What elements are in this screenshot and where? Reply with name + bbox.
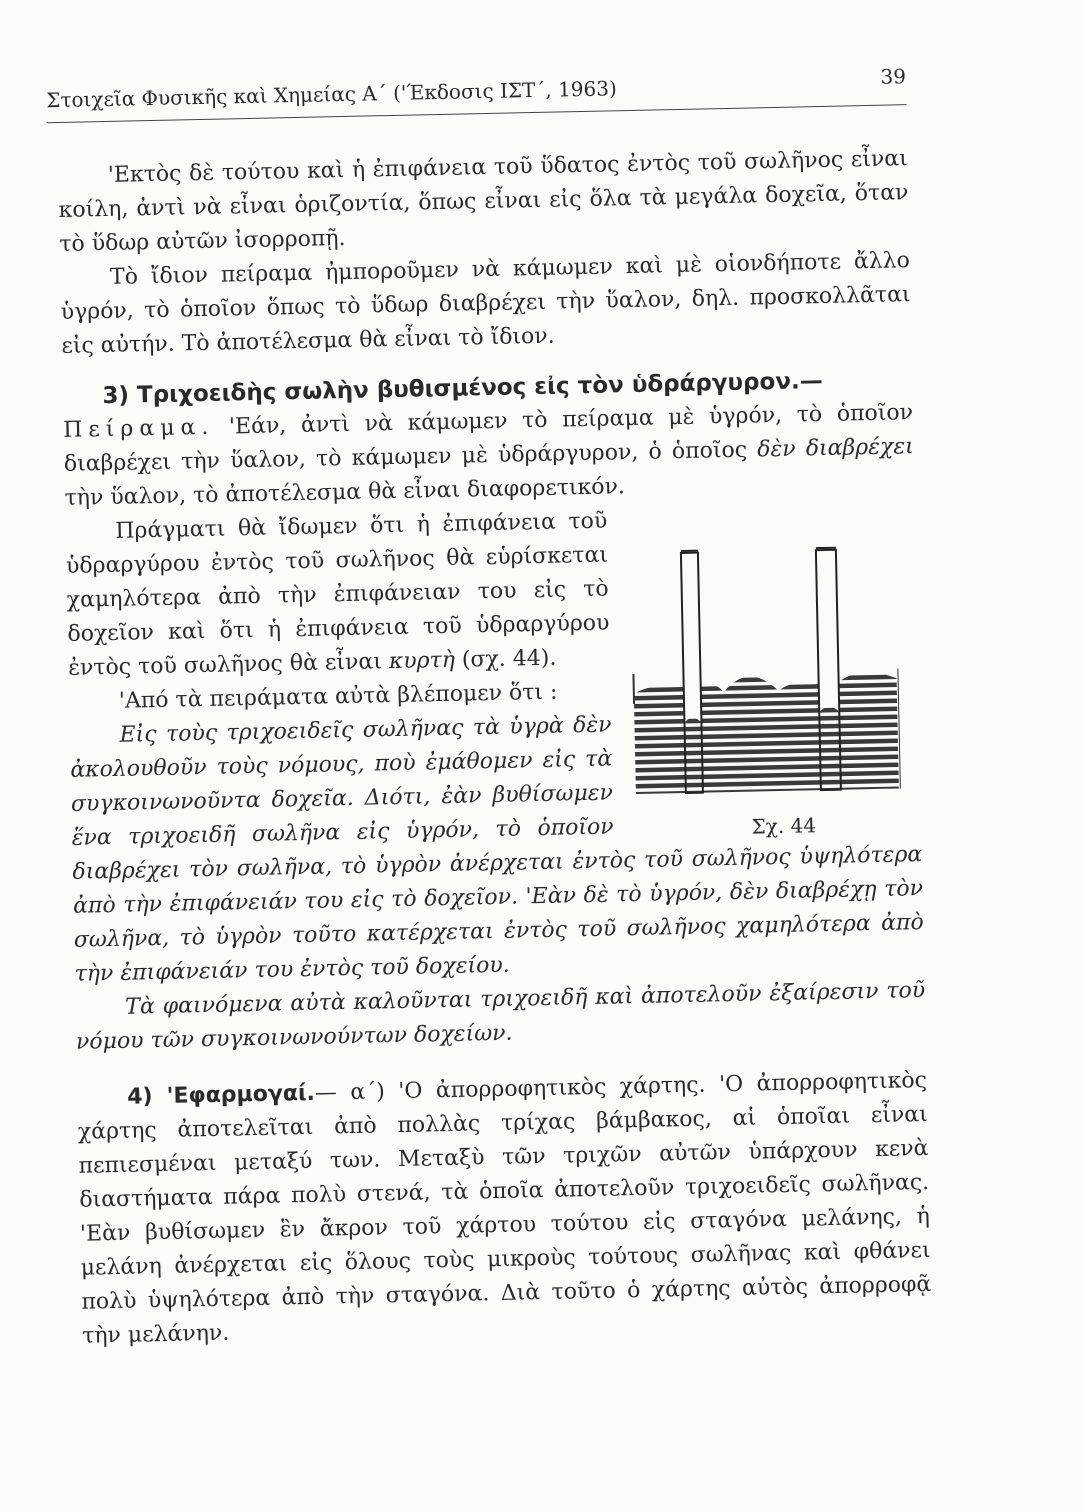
paragraph-same-experiment: Τὸ ἴδιον πείραμα ἠμποροῦμεν νὰ κάμωμεν καὶ μὲ οἱονδήποτε ἄλλο ὑγρόν, τὸ ὁποῖον ὅπως τὸ ὕδωρ διαβρέχει τὴν ὕαλον, δηλ. προσκολλᾶται εἰς αὐτήν. Τὸ ἀποτέλεσμα θὰ εἶναι τὸ ἴδιον.	[60, 248, 911, 359]
page-number: 39	[880, 64, 907, 89]
paragraph-capillary-rule: Εἰς τοὺς τριχοειδεῖς σωλῆνας τὰ ὑγρὰ δὲν ἀκολουθοῦν τοὺς νόμους, ποὺ ἐμάθομεν εἰς τὰ συγκοινωνοῦντα δοχεῖα. Διότι, ἐὰν βυθίσωμεν ἕνα τριχοειδῆ σωλῆνα εἰς ὑγρόν, τὸ ὁποῖον διαβρέχει τὸν σωλῆνα, τὸ ὑγρὸν ἀνέρχεται ἐντὸς τοῦ σωλῆνος ὑψηλότερα ἀπὸ τὴν ἐπιφάνειάν του εἰς τὸ δοχεῖον. 'Εὰν δὲ τὸ ὑγρόν, δὲν διαβρέχῃ τὸν σωλῆνα, τὸ ὑγρὸν τοῦτο κατέρχεται ἐντὸς τοῦ σωλῆνος χαμηλότερα ἀπὸ τὴν ἐπιφάνειάν του ἐντὸς τοῦ δοχείου.	[70, 712, 924, 987]
running-title: Στοιχεῖα Φυσικῆς καὶ Χημείας Α΄ ('Έκδοσις ΙΣΤ΄, 1963)	[46, 76, 618, 113]
mercury-capillary-diagram	[626, 539, 901, 805]
paragraph-mercury-surface: Πράγματι θὰ ἴδωμεν ὅτι ἡ ἐπιφάνεια τοῦ ὑδραργύρου ἐντὸς τοῦ σωλῆνος θὰ εὑρίσκεται χαμηλότερα ἀπὸ τὴν ἐπιφάνειαν του εἰς τὸ δοχεῖον καὶ ὅτι ἡ ἐπιφάνεια τοῦ ὑδραργύρου ἐντὸς τοῦ σωλῆνος θὰ εἶναι κυρτὴ (σχ. 44).	[65, 508, 610, 681]
section-4	[77, 1064, 933, 1354]
running-header	[46, 64, 907, 123]
experiment-label: Πείραμα.	[62, 414, 215, 443]
figure-44	[626, 538, 922, 844]
figure-caption: Σχ. 44	[751, 813, 817, 839]
section-3-title: 3) Τριχοειδὴς σωλὴν βυθισμένος εἰς τὸν ὑδράργυρον.—	[102, 368, 823, 410]
section-4-title: 4) 'Εφαρμογαί.	[126, 1080, 316, 1110]
section-4-text: — α΄) 'Ο ἀπορροφητικὸς χάρτης. 'Ο ἀπορροφητικὸς χάρτης ἀποτελεῖται ἀπὸ πολλὰς τρίχας βάμβακος, αἱ ὁποῖαι εἶναι πεπιεσμέναι μεταξύ των. Μεταξὺ τῶν τριχῶν αὐτῶν ὑπάρχουν κενὰ διαστήματα πάρα πολὺ στενά, τὰ ὁποῖα ἀποτελοῦν τριχοειδεῖς σωλῆνας. 'Εὰν βυθίσωμεν ἓν ἄκρον τοῦ χάρτου τούτου εἰς σταγόνα μελάνης, ἡ μελάνη ἀνέρχεται εἰς ὅλους τοὺς μικροὺς τούτους σωλῆνας καὶ φθάνει πολὺ ὑψηλότερα ἀπὸ τὴν σταγόνα. Διὰ τοῦτο ὁ χάρτης αὐτὸς ἀπορροφᾷ τὴν μελάνην.	[77, 1067, 932, 1349]
paragraph-concave-surface: 'Εκτὸς δὲ τούτου καὶ ἡ ἐπιφάνεια τοῦ ὕδατος ἐντὸς τοῦ σωλῆνος εἶναι κοίλη, ἀντὶ νὰ εἶναι ὁριζοντία, ὅπως εἶναι εἰς ὅλα τὰ μεγάλα δοχεῖα, ὅταν τὸ ὕδωρ αὐτῶν ἰσορροπῇ.	[58, 146, 909, 257]
section-3-experiment: Πείραμα. 'Εάν, ἀντὶ νὰ κάμωμεν τὸ πείραμα μὲ ὑγρόν, τὸ ὁποῖον διαβρέχει τὴν ὕαλον, τὸ κάμωμεν μὲ ὑδράργυρον, ὁ ὁποῖος δὲν διαβρέχει τὴν ὕαλον, τὸ ἀποτέλεσμα θὰ εἶναι διαφορετικόν.	[62, 400, 915, 511]
page-body	[58, 142, 933, 1354]
paragraph-exception: Τὰ φαινόμενα αὐτὰ καλοῦνται τριχοειδῆ καὶ ἀποτελοῦν ἐξαίρεσιν τοῦ νόμου τῶν συγκοινωνούντων δοχείων.	[75, 977, 926, 1055]
paragraph-lead: 'Από τὰ πειράματα αὐτὰ βλέπομεν ὅτι :	[118, 679, 558, 714]
